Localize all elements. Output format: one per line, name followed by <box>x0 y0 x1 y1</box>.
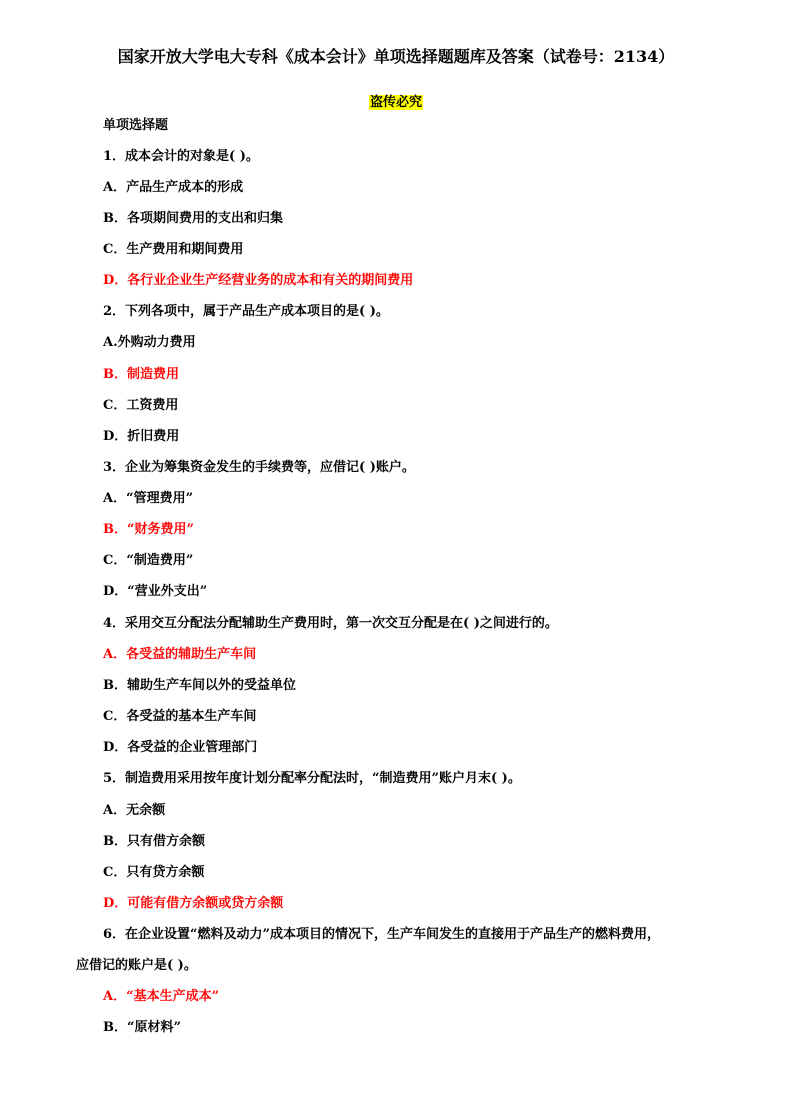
section-heading: 单项选择题 <box>103 118 169 133</box>
question-4-option-b: B．辅助生产车间以外的受益单位 <box>103 678 296 693</box>
question-1-option-a: A．产品生产成本的形成 <box>103 180 244 195</box>
notice-highlight: 盗传必究 <box>369 95 422 110</box>
question-2-option-a: A.外购动力费用 <box>103 335 196 350</box>
question-6-option-b: B．“原材料” <box>103 1020 181 1035</box>
question-5-option-c: C．只有贷方余额 <box>103 865 205 880</box>
question-3-option-a: A．“管理费用” <box>103 491 194 506</box>
copyright-notice <box>0 91 792 110</box>
question-6-stem: 6．在企业设置“燃料及动力”成本项目的情况下，生产车间发生的直接用于产品生产的燃料费用， <box>103 927 661 942</box>
question-3-option-c: C．“制造费用” <box>103 553 194 568</box>
question-5-option-d-answer: D．可能有借方余额或贷方余额 <box>103 896 284 911</box>
question-1-option-b: B．各项期间费用的支出和归集 <box>103 211 283 226</box>
question-2-option-b-answer: B．制造费用 <box>103 367 179 382</box>
page-title: 国家开放大学电大专科《成本会计》单项选择题题库及答案（试卷号：2134） <box>117 47 675 66</box>
question-1-stem: 1．成本会计的对象是( )。 <box>103 149 259 164</box>
question-4-option-c: C．各受益的基本生产车间 <box>103 709 257 724</box>
question-4-option-a-answer: A．各受益的辅助生产车间 <box>103 647 257 662</box>
question-2-stem: 2．下列各项中，属于产品生产成本项目的是( )。 <box>103 304 389 319</box>
question-4-stem: 4．采用交互分配法分配辅助生产费用时，第一次交互分配是在( )之间进行的。 <box>103 616 558 631</box>
question-5-option-b: B．只有借方余额 <box>103 834 205 849</box>
question-2-option-c: C．工资费用 <box>103 398 179 413</box>
question-5-stem: 5．制造费用采用按年度计划分配率分配法时，“制造费用”账户月末( )。 <box>103 771 521 786</box>
question-3-stem: 3．企业为筹集资金发生的手续费等，应借记( )账户。 <box>103 460 415 475</box>
question-3-option-d: D．“营业外支出” <box>103 584 208 599</box>
question-3-option-b-answer: B．“财务费用” <box>103 522 194 537</box>
question-2-option-d: D．折旧费用 <box>103 429 180 444</box>
question-5-option-a: A．无余额 <box>103 803 166 818</box>
question-1-option-d-answer: D．各行业企业生产经营业务的成本和有关的期间费用 <box>103 273 414 288</box>
question-6-option-a-answer: A．“基本生产成本” <box>103 989 220 1004</box>
question-6-stem-continued: 应借记的账户是( )。 <box>76 958 197 973</box>
question-4-option-d: D．各受益的企业管理部门 <box>103 740 258 755</box>
question-1-option-c: C．生产费用和期间费用 <box>103 242 244 257</box>
